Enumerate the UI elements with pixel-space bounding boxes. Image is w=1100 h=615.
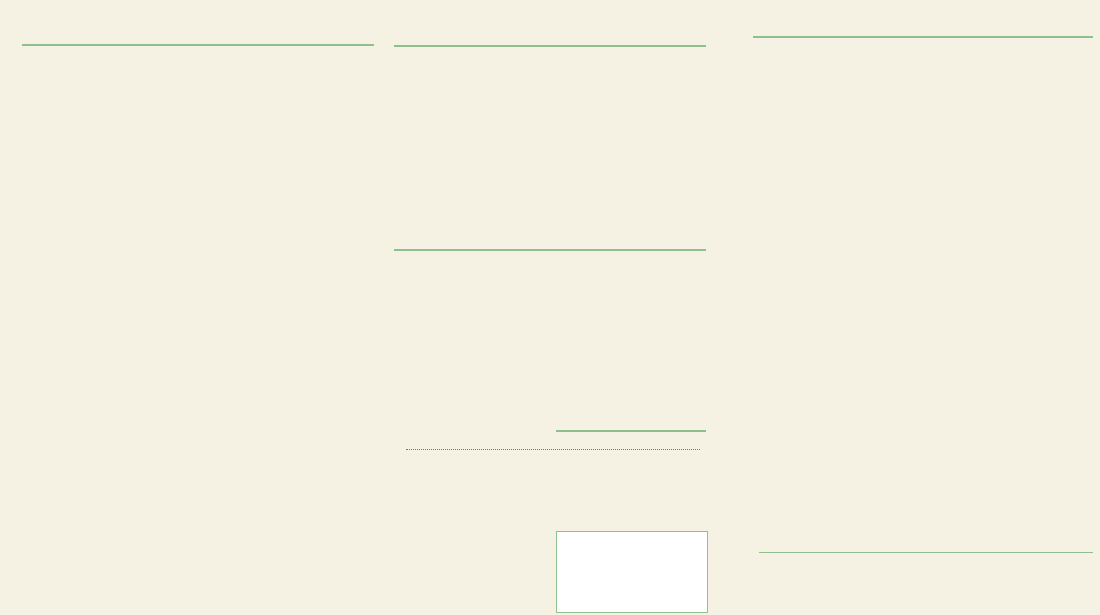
dawn-box: [392, 553, 582, 613]
divider: [753, 36, 1093, 38]
offerings-column: [725, 0, 1100, 615]
middle-column: [388, 0, 718, 615]
divider: [394, 249, 706, 251]
header-service: [556, 430, 631, 432]
header-person: [631, 430, 706, 432]
senior-pastor: [759, 552, 1093, 553]
wednesday-closing: [402, 452, 704, 453]
missions-list: [556, 531, 708, 613]
divider: [394, 45, 706, 47]
friday-box: [392, 473, 582, 551]
next-week-table: [556, 430, 706, 432]
sunday-column: [0, 0, 380, 615]
divider: [22, 44, 374, 46]
offerings-list: [753, 40, 1093, 525]
